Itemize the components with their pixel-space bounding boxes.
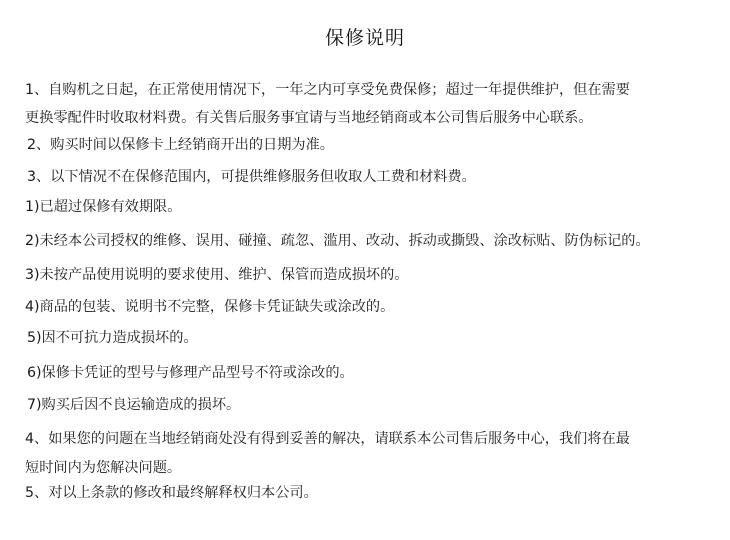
clause-1-line-1: 1、自购机之日起，在正常使用情况下，一年之内可享受免费保修；超过一年提供维护，但在需要 [25,82,630,98]
clause-5: 5、对以上条款的修改和最终解释权归本公司。 [25,485,318,501]
exclusion-5: 5)因不可抗力造成损坏的。 [27,330,198,346]
exclusion-4: 4)商品的包装、说明书不完整，保修卡凭证缺失或涂改的。 [25,299,395,315]
clause-3: 3、以下情况不在保修范围内，可提供维修服务但收取人工费和材料费。 [27,169,476,185]
clause-4-line-1: 4、如果您的问题在当地经销商处没有得到妥善的解决，请联系本公司售后服务中心，我们将在最 [25,431,630,447]
exclusion-1: 1)已超过保修有效期限。 [25,199,182,215]
clause-4-line-2: 短时间内为您解决问题。 [25,460,182,476]
exclusion-3: 3)未按产品使用说明的要求使用、维护、保管而造成损坏的。 [25,267,409,283]
exclusion-7: 7)购买后因不良运输造成的损坏。 [27,397,241,413]
clause-1-line-2: 更换零配件时收取材料费。有关售后服务事宜请与当地经销商或本公司售后服务中心联系。 [25,110,593,126]
clause-2: 2、购买时间以保修卡上经销商开出的日期为准。 [27,137,334,153]
exclusion-6: 6)保修卡凭证的型号与修理产品型号不符或涂改的。 [27,365,354,381]
exclusion-2: 2)未经本公司授权的维修、误用、碰撞、疏忽、滥用、改动、拆动或撕毁、涂改标贴、防伪标记的。 [25,233,650,249]
page-title: 保修说明 [324,27,405,49]
